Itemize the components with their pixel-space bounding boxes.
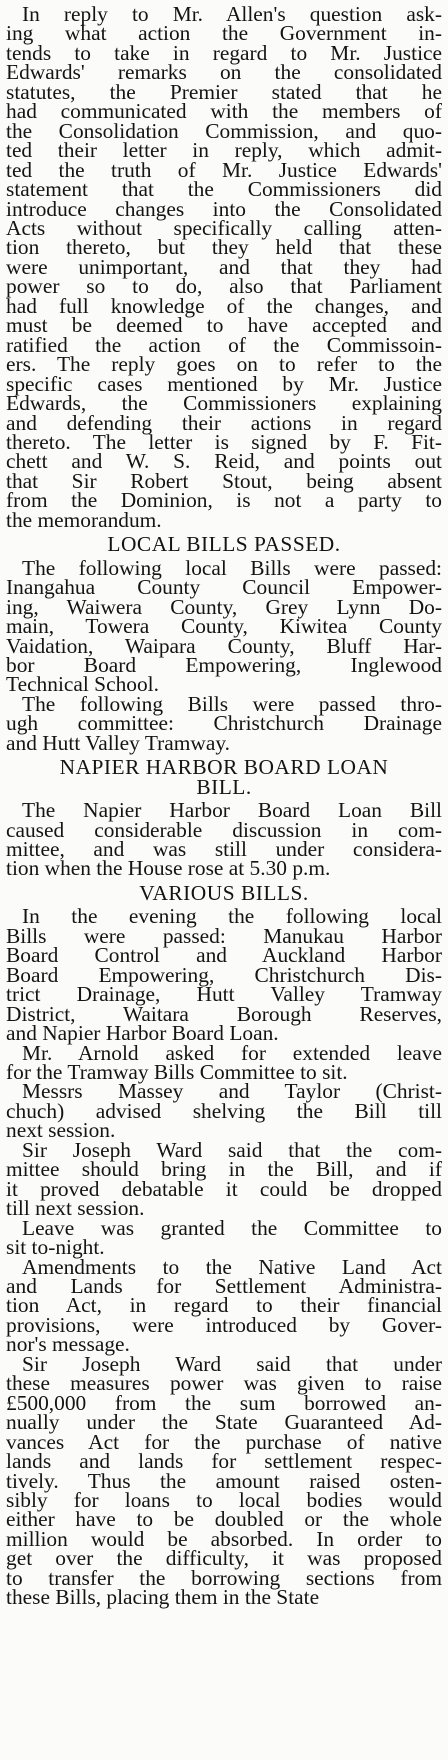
text-line: Sir Joseph Ward said that under [22, 1351, 442, 1376]
text-line: statutes, the Premier stated that he [6, 79, 442, 104]
text-line: mittee should bring in the Bill, and if [6, 1157, 442, 1182]
various-paragraph-5 [6, 1215, 442, 1260]
text-line: these Bills, placing them in the State [6, 1585, 320, 1610]
text-line: Vaidation, Waipara County, Bluff Har- [6, 633, 442, 658]
text-line: ing, Waiwera County, Grey Lynn Do- [6, 594, 442, 619]
various-paragraph-1 [6, 904, 442, 1046]
text-line: Mr. Arnold asked for extended leave [22, 1040, 442, 1065]
various-paragraph-3 [6, 1079, 442, 1143]
text-line: specific cases mentioned by Mr. Justice [6, 371, 442, 396]
text-line: The following Bills were passed thro- [22, 691, 442, 716]
various-bills-heading-text: VARIOUS BILLS. [139, 880, 309, 905]
text-line: power so to do, also that Parliament [6, 274, 442, 299]
text-line: chett and W. S. Reid, and points out [6, 449, 442, 474]
text-line: thereto. The letter is signed by F. Fit- [6, 429, 442, 454]
text-line: tends to take in regard to Mr. Justice [6, 40, 442, 65]
various-paragraph-2 [6, 1040, 442, 1085]
text-line: the memorandum. [6, 507, 162, 532]
text-line: to transfer the borrowing sections from [6, 1565, 442, 1590]
text-line: the Consolidation Commission, and quo- [6, 118, 442, 143]
text-line: for the Tramway Bills Committee to sit. [6, 1060, 348, 1085]
text-line: that Sir Robert Stout, being absent [6, 468, 442, 493]
text-line: million would be absorbed. In order to [6, 1526, 442, 1551]
text-line: trict Drainage, Hutt Valley Tramway [6, 982, 442, 1007]
text-line: Board Control and Auckland Harbor [6, 943, 442, 968]
various-bills-heading [6, 880, 442, 905]
text-line: Amendments to the Native Land Act [22, 1254, 442, 1279]
various-paragraph-6 [6, 1254, 442, 1357]
text-line: till next session. [6, 1196, 145, 1221]
napier-heading-line-2: BILL. [196, 774, 252, 799]
text-line: ratified the action of the Commissoin- [6, 332, 442, 357]
text-line: tion Act, in regard to their financial [6, 1293, 442, 1318]
text-line: nor's message. [6, 1332, 130, 1357]
text-line: it proved debatable it could be dropped [6, 1176, 442, 1201]
text-line: main, Towera County, Kiwitea County [6, 614, 442, 639]
napier-heading-line-1: NAPIER HARBOR BOARD LOAN [59, 755, 389, 780]
text-line: mittee, and was still under considera- [6, 837, 442, 862]
text-line: Sir Joseph Ward said that the com- [22, 1137, 442, 1162]
text-line: next session. [6, 1118, 116, 1143]
text-line: provisions, were introduced by Gover- [6, 1312, 442, 1337]
text-line: £500,000 from the sum borrowed an- [6, 1390, 442, 1415]
text-line: The Napier Harbor Board Loan Bill [22, 798, 442, 823]
text-line: nually under the State Guaranteed Ad- [6, 1410, 442, 1435]
text-line: and defending their actions in regard [6, 410, 442, 435]
text-line: and Napier Harbor Board Loan. [6, 1021, 279, 1046]
text-line: had full knowledge of the changes, and [6, 293, 442, 318]
text-line: sit to-night. [6, 1235, 105, 1260]
text-line: lands and lands for settlement respec- [6, 1449, 442, 1474]
text-line: had communicated with the members of [6, 99, 442, 124]
text-line: were unimportant, and that they had [6, 254, 442, 279]
text-line: and Lands for Settlement Administra- [6, 1274, 442, 1298]
text-line: In the evening the following local [22, 904, 442, 929]
text-line: get over the difficulty, it was proposed [6, 1546, 442, 1571]
text-line: and Hutt Valley Tramway. [6, 730, 230, 755]
napier-paragraph [6, 798, 442, 881]
text-line: ing what action the Government in- [6, 21, 442, 46]
local-bills-paragraph-1 [6, 555, 442, 697]
text-line: In reply to Mr. Allen's question ask- [22, 2, 442, 26]
text-line: Edwards' remarks on the consolidated [6, 60, 442, 85]
local-bills-heading-text: LOCAL BILLS PASSED. [107, 532, 341, 557]
text-line: bor Board Empowering, Inglewood [6, 652, 442, 677]
text-line: District, Waitara Borough Reserves, [6, 1001, 442, 1026]
text-line: tively. Thus the amount raised osten- [6, 1468, 442, 1493]
text-line: Messrs Massey and Taylor (Christ- [22, 1079, 442, 1104]
text-line: tion when the House rose at 5.30 p.m. [6, 856, 331, 881]
text-line: caused considerable discussion in com- [6, 817, 442, 842]
various-paragraph-4 [6, 1137, 442, 1221]
text-line: vances Act for the purchase of native [6, 1429, 442, 1454]
text-line: ted their letter in reply, which admit- [6, 138, 442, 163]
text-line: Leave was granted the Committee to [22, 1215, 442, 1240]
text-line: Acts without specifically calling atten- [6, 215, 442, 240]
local-bills-heading [6, 532, 442, 557]
text-line: from the Dominion, is not a party to [6, 488, 442, 513]
various-paragraph-7 [6, 1351, 442, 1610]
text-line: Technical School. [6, 672, 159, 697]
text-line: Bills were passed: Manukau Harbor [6, 923, 442, 948]
text-line: ted the truth of Mr. Justice Edwards' [6, 157, 442, 182]
intro-paragraph [6, 2, 442, 532]
text-line: these measures power was given to raise [6, 1371, 442, 1396]
text-line: introduce changes into the Consolidated [6, 196, 442, 221]
napier-heading [6, 755, 442, 799]
text-line: tion thereto, but they held that these [6, 235, 442, 260]
text-line: Edwards, the Commissioners explaining [6, 391, 442, 416]
text-line: Board Empowering, Christchurch Dis- [6, 962, 442, 987]
text-line: must be deemed to have accepted and [6, 313, 442, 338]
text-line: ers. The reply goes on to refer to the [6, 352, 442, 377]
local-bills-paragraph-2 [6, 691, 442, 755]
text-line: The following local Bills were passed: [22, 555, 442, 580]
text-line: statement that the Commissioners did [6, 177, 442, 202]
text-line: Inangahua County Council Empower- [6, 575, 442, 600]
text-line: sibly for loans to local bodies would [6, 1487, 442, 1512]
text-line: either have to be doubled or the whole [6, 1507, 442, 1532]
text-line: chuch) advised shelving the Bill till [6, 1098, 442, 1123]
text-line: ugh committee: Christchurch Drainage [6, 711, 442, 736]
